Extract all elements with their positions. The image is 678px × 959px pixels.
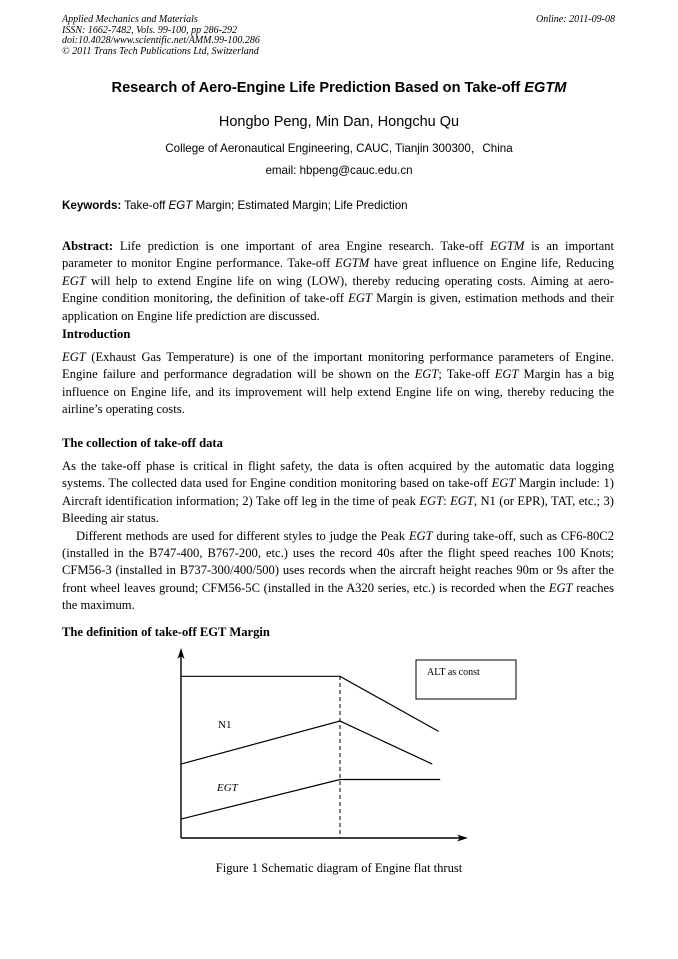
intro-italic: EGT <box>414 367 439 382</box>
title-main: Research of Aero-Engine Life Prediction Based on Take-off <box>111 80 525 96</box>
intro-italic: EGT <box>494 367 519 382</box>
online-date: Online: 2011-09-08 <box>536 14 615 25</box>
abstract-italic: EGT <box>62 273 86 288</box>
keywords-label: Keywords: <box>62 199 122 212</box>
keywords-italic: EGT <box>168 199 193 212</box>
intro-text: (Exhaust Gas Temperature) is one of the important monitoring performance parameters of Engine. Engine failure and performance degradation will be shown on the <box>62 350 614 382</box>
collection-text: reaches the maximum. <box>62 580 614 613</box>
collection-italic: EGT <box>491 476 516 491</box>
abstract-italic: EGTM <box>335 256 370 271</box>
issn-line: ISSN: 1662-7482, Vols. 99-100, pp 286-292 <box>62 24 237 36</box>
collection-italic: EGT <box>450 493 474 508</box>
section-heading-definition: The definition of take-off EGT Margin <box>62 625 270 639</box>
collection-text: : <box>443 493 451 508</box>
intro-italic: EGT <box>62 350 86 364</box>
abstract-label: Abstract: <box>62 239 114 253</box>
collection-text: Margin include: 1) Aircraft identification information; 2) Take off leg in the time of peak <box>62 476 614 508</box>
collection-italic: EGT <box>548 580 573 595</box>
keywords-text: Take-off <box>121 199 169 212</box>
abstract-italic: EGT <box>348 291 372 306</box>
collection-italic: EGT <box>408 528 433 543</box>
series-line-n1 <box>181 721 432 764</box>
egt-label: EGT <box>217 782 238 794</box>
abstract-text: will help to extend Engine life on wing (LOW), thereby reducing operating costs. Aiming at aero-Engine condition monitoring, the definition of take-off <box>62 273 614 306</box>
collection-text: Different methods are used for different styles to judge the Peak <box>76 528 409 543</box>
collection-paragraph-1 <box>62 458 614 528</box>
email: email: hbpeng@cauc.edu.cn <box>265 164 413 177</box>
y-axis-arrow-icon <box>178 648 185 659</box>
collection-italic: EGT <box>419 493 444 508</box>
authors: Hongbo Peng, Min Dan, Hongchu Qu <box>218 114 460 130</box>
abstract-text: is an important parameter to monitor Engine performance. Take-off <box>62 239 614 271</box>
copyright-line: © 2011 Trans Tech Publications Ltd, Switzerland <box>62 45 259 57</box>
collection-section <box>62 458 614 615</box>
paper-title <box>0 80 678 96</box>
journal-name: Applied Mechanics and Materials <box>62 14 198 25</box>
n1-label: N1 <box>218 719 232 731</box>
keywords <box>62 197 614 214</box>
section-heading-collection: The collection of take-off data <box>62 436 223 450</box>
affiliation: College of Aeronautical Engineering, CAUC, Tianjin 300300，China <box>165 142 513 155</box>
series-line-thrust-flat-rated-limit <box>181 676 439 731</box>
collection-text: during take-off, such as CF6-80C2 (installed in the B747-400, B767-200, etc.) uses the record 40s after the flight speed reaches 100 Knots; CFM56-3 (installed in B737-300/400/500) uses records when the aircraft height reaches 90m or 9s after the front wheel leaves ground; CFM56-5C (installed in the A320 series, etc.) is recorded when the <box>62 528 614 595</box>
abstract-text: Margin is given, estimation methods and their application on Engine life prediction are discussed. <box>62 291 614 323</box>
intro-text: Margin has a big influence on Engine life, and its improvement will help extend Engine life on wing, thereby reducing the airline’s operating costs. <box>62 367 614 417</box>
intro-text: ; Take-off <box>438 367 495 382</box>
abstract-italic: EGTM <box>490 239 525 253</box>
collection-text: , N1 (or EPR), TAT, etc.; 3) Bleeding air status. <box>62 493 614 526</box>
title-italic: EGTM <box>524 80 567 96</box>
series-line-egt <box>181 780 440 820</box>
figure-caption: Figure 1 Schematic diagram of Engine flat thrust <box>215 861 463 875</box>
legend-box <box>416 660 516 699</box>
series-layer <box>181 676 440 819</box>
abstract <box>62 238 614 325</box>
axes <box>178 648 469 842</box>
collection-paragraph-2 <box>62 528 614 615</box>
introduction-paragraph <box>62 349 614 419</box>
collection-text: As the take-off phase is critical in flight safety, the data is often acquired by the automatic data logging systems. The collected data used for Engine condition monitoring based on take-off <box>62 459 614 491</box>
keywords-text: Margin; Estimated Margin; Life Prediction <box>192 199 408 212</box>
doi-line: doi:10.4028/www.scientific.net/AMM.99-100.286 <box>62 35 260 46</box>
x-axis-arrow-icon <box>457 835 468 842</box>
abstract-text: Life prediction is one important of area Engine research. Take-off <box>113 239 491 253</box>
section-heading-introduction: Introduction <box>62 327 131 341</box>
legend-box-label: ALT as const <box>427 667 480 678</box>
abstract-text: have great influence on Engine life, Reducing <box>369 256 615 271</box>
journal-header <box>62 15 260 57</box>
